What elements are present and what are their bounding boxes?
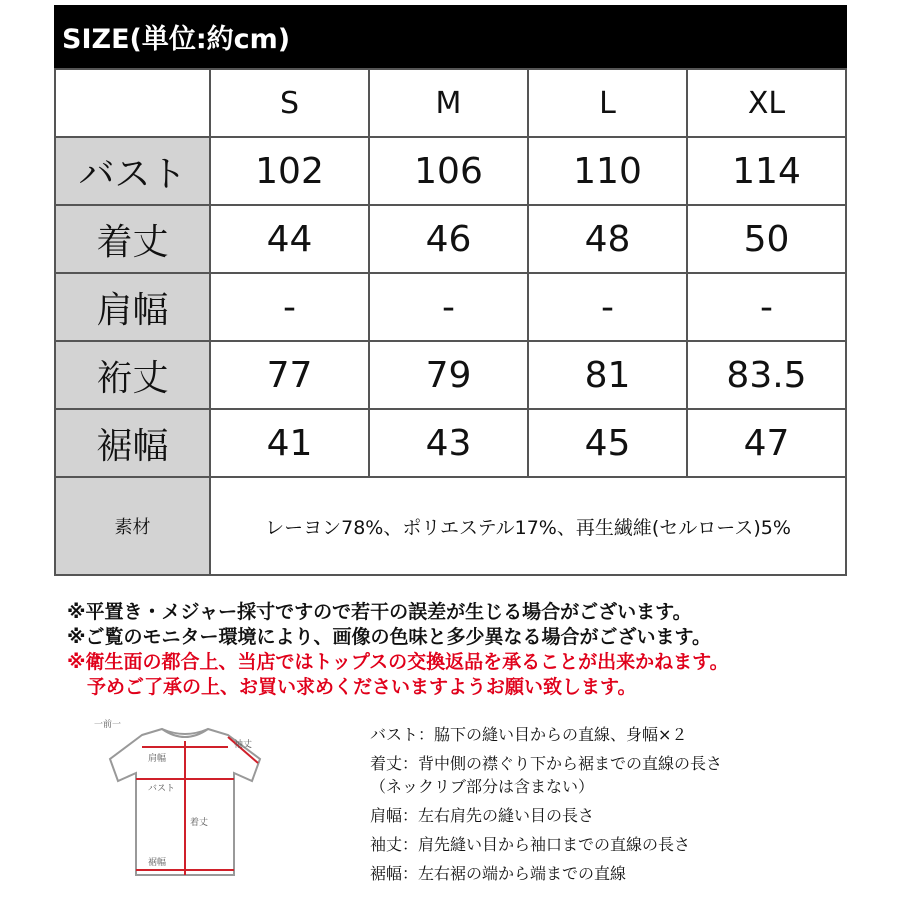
legend-bust: バスト：脇下の縫い目からの直線、身幅×２ <box>370 725 688 744</box>
table-cell: - <box>528 273 687 341</box>
row-label: 裄丈 <box>55 341 210 409</box>
table-cell: 44 <box>210 205 369 273</box>
table-cell: 77 <box>210 341 369 409</box>
note-line: ※ご覧のモニター環境により、画像の色味と多少異なる場合がございます。 <box>67 626 711 648</box>
table-cell: 110 <box>528 137 687 205</box>
table-cell: 50 <box>687 205 846 273</box>
corner-cell <box>55 69 210 137</box>
table-row-shoulder <box>55 273 846 341</box>
row-label: 着丈 <box>55 205 210 273</box>
table-row-sleeve <box>55 341 846 409</box>
table-cell: 47 <box>687 409 846 477</box>
measurement-diagram <box>90 715 280 885</box>
size-table <box>54 68 847 576</box>
table-cell: 83.5 <box>687 341 846 409</box>
size-l-header: L <box>528 69 687 137</box>
table-cell: 43 <box>369 409 528 477</box>
table-cell: 79 <box>369 341 528 409</box>
table-row-hem <box>55 409 846 477</box>
material-value: レーヨン78%、ポリエステル17%、再生繊維(セルロース)5% <box>210 477 846 575</box>
diagram-hem-label: 裾幅 <box>148 858 167 868</box>
legend-sleeve: 袖丈：肩先縫い目から袖口までの直線の長さ <box>370 835 691 854</box>
diagram-shoulder-label: 肩幅 <box>148 754 167 764</box>
table-cell: 48 <box>528 205 687 273</box>
diagram-front-label: 一前一 <box>94 720 122 730</box>
table-cell: - <box>210 273 369 341</box>
table-cell: - <box>369 273 528 341</box>
table-cell: 114 <box>687 137 846 205</box>
legend-length <box>370 752 722 798</box>
diagram-length-label: 着丈 <box>190 818 209 828</box>
warning-line: 予めご了承の上、お買い求めくださいますようお願い致します。 <box>87 676 637 698</box>
row-label: 肩幅 <box>55 273 210 341</box>
table-row-length <box>55 205 846 273</box>
table-cell: 45 <box>528 409 687 477</box>
table-cell: - <box>687 273 846 341</box>
row-label: バスト <box>55 137 210 205</box>
diagram-bust-label: バスト <box>148 784 176 794</box>
size-s-header: S <box>210 69 369 137</box>
note-line: ※平置き・メジャー採寸ですので若干の誤差が生じる場合がございます。 <box>67 601 692 623</box>
table-cell: 46 <box>369 205 528 273</box>
table-cell: 102 <box>210 137 369 205</box>
legend-length-line1: 着丈：背中側の襟ぐり下から裾までの直線の長さ <box>370 754 723 773</box>
size-header-row <box>55 69 846 137</box>
table-cell: 81 <box>528 341 687 409</box>
diagram-sleeve-label: 袖丈 <box>234 740 253 750</box>
measurement-legend <box>370 723 722 891</box>
row-label: 素材 <box>55 477 210 575</box>
legend-shoulder: 肩幅：左右肩先の縫い目の長さ <box>370 806 595 825</box>
size-xl-header: XL <box>687 69 846 137</box>
row-label: 裾幅 <box>55 409 210 477</box>
legend-length-line2: （ネックリブ部分は含まない） <box>370 777 595 796</box>
table-row-material <box>55 477 846 575</box>
table-cell: 41 <box>210 409 369 477</box>
table-cell: 106 <box>369 137 528 205</box>
table-row-bust <box>55 137 846 205</box>
size-title: SIZE(単位:約cm) <box>62 24 291 55</box>
size-m-header: M <box>369 69 528 137</box>
legend-hem: 裾幅：左右裾の端から端までの直線 <box>370 864 627 883</box>
size-header <box>54 5 847 68</box>
notes <box>67 600 729 700</box>
warning-line: ※衛生面の都合上、当店ではトップスの交換返品を承ることが出来かねます。 <box>67 651 729 673</box>
